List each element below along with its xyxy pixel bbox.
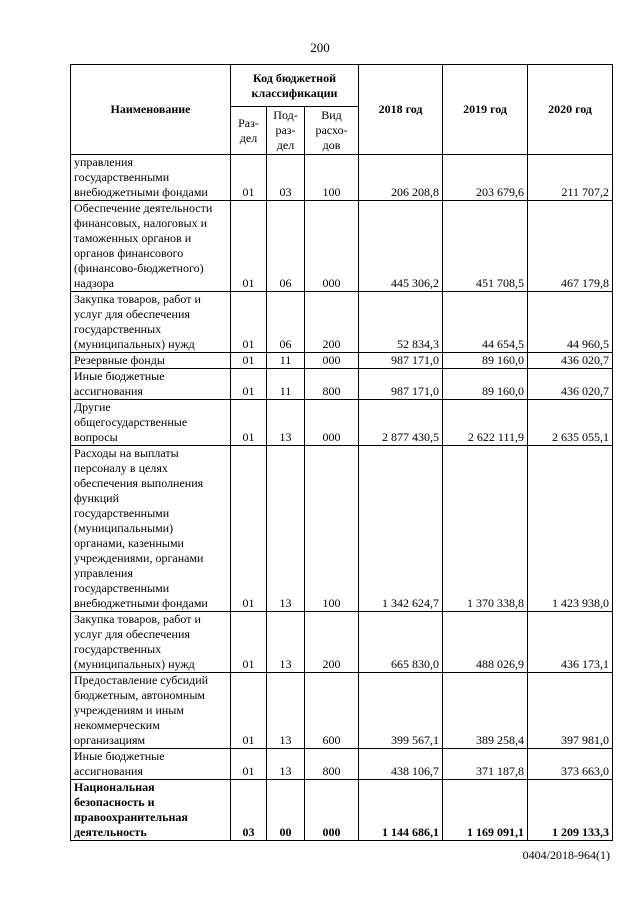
row-razdel: 03 bbox=[231, 780, 267, 841]
row-podrazdel: 06 bbox=[267, 201, 305, 292]
row-podrazdel: 13 bbox=[267, 446, 305, 612]
page-number: 200 bbox=[310, 40, 330, 55]
row-razdel: 01 bbox=[231, 155, 267, 201]
row-name: Другие общегосударственные вопросы bbox=[71, 400, 231, 446]
row-vid: 100 bbox=[305, 155, 359, 201]
row-2019: 2 622 111,9 bbox=[443, 400, 528, 446]
row-2018: 399 567,1 bbox=[359, 673, 443, 749]
row-2018: 438 106,7 bbox=[359, 749, 443, 780]
row-2019: 89 160,0 bbox=[443, 369, 528, 400]
row-2020: 1 209 133,3 bbox=[528, 780, 613, 841]
row-2018: 52 834,3 bbox=[359, 292, 443, 353]
row-podrazdel: 06 bbox=[267, 292, 305, 353]
row-razdel: 01 bbox=[231, 353, 267, 369]
row-vid: 800 bbox=[305, 749, 359, 780]
header-razdel: Раз- дел bbox=[231, 107, 267, 155]
row-vid: 200 bbox=[305, 292, 359, 353]
row-podrazdel: 13 bbox=[267, 749, 305, 780]
table-row bbox=[71, 400, 613, 446]
row-2019: 371 187,8 bbox=[443, 749, 528, 780]
table-row bbox=[71, 353, 613, 369]
row-vid: 000 bbox=[305, 780, 359, 841]
table-row bbox=[71, 673, 613, 749]
row-2020: 467 179,8 bbox=[528, 201, 613, 292]
header-vid: Вид расхо- дов bbox=[305, 107, 359, 155]
row-2020: 2 635 055,1 bbox=[528, 400, 613, 446]
table-row bbox=[71, 612, 613, 673]
table-row bbox=[71, 155, 613, 201]
row-2019: 389 258,4 bbox=[443, 673, 528, 749]
row-vid: 000 bbox=[305, 400, 359, 446]
row-vid: 800 bbox=[305, 369, 359, 400]
row-podrazdel: 03 bbox=[267, 155, 305, 201]
row-razdel: 01 bbox=[231, 749, 267, 780]
row-2019: 488 026,9 bbox=[443, 612, 528, 673]
table-row bbox=[71, 780, 613, 841]
row-2020: 436 020,7 bbox=[528, 353, 613, 369]
row-name: Иные бюджетные ассигнования bbox=[71, 749, 231, 780]
row-2019: 89 160,0 bbox=[443, 353, 528, 369]
row-razdel: 01 bbox=[231, 369, 267, 400]
row-razdel: 01 bbox=[231, 292, 267, 353]
row-razdel: 01 bbox=[231, 612, 267, 673]
row-2018: 987 171,0 bbox=[359, 369, 443, 400]
row-2019: 1 370 338,8 bbox=[443, 446, 528, 612]
row-2020: 373 663,0 bbox=[528, 749, 613, 780]
row-2018: 1 144 686,1 bbox=[359, 780, 443, 841]
row-name: Расходы на выплаты персоналу в целях обеспечения выполнения функций государственными (муниципальными) органами, казенными учреждениями, органами управления государственными внебюджетными фондами bbox=[71, 446, 231, 612]
row-2020: 44 960,5 bbox=[528, 292, 613, 353]
row-2020: 1 423 938,0 bbox=[528, 446, 613, 612]
row-vid: 600 bbox=[305, 673, 359, 749]
row-razdel: 01 bbox=[231, 673, 267, 749]
row-2018: 665 830,0 bbox=[359, 612, 443, 673]
header-podrazdel: Под- раз- дел bbox=[267, 107, 305, 155]
header-name: Наименование bbox=[71, 65, 231, 155]
row-2019: 44 654,5 bbox=[443, 292, 528, 353]
header-code-group: Код бюджетной классификации bbox=[231, 65, 359, 107]
row-2018: 1 342 624,7 bbox=[359, 446, 443, 612]
row-name: Закупка товаров, работ и услуг для обеспечения государственных (муниципальных) нужд bbox=[71, 292, 231, 353]
table-row bbox=[71, 749, 613, 780]
row-2020: 397 981,0 bbox=[528, 673, 613, 749]
row-podrazdel: 11 bbox=[267, 353, 305, 369]
table-row bbox=[71, 292, 613, 353]
row-podrazdel: 13 bbox=[267, 673, 305, 749]
row-vid: 200 bbox=[305, 612, 359, 673]
table-body bbox=[71, 155, 613, 841]
row-2019: 451 708,5 bbox=[443, 201, 528, 292]
row-name: Иные бюджетные ассигнования bbox=[71, 369, 231, 400]
row-2020: 436 173,1 bbox=[528, 612, 613, 673]
row-razdel: 01 bbox=[231, 446, 267, 612]
row-name: Предоставление субсидий бюджетным, автономным учреждениям и иным некоммерческим организациям bbox=[71, 673, 231, 749]
row-2019: 203 679,6 bbox=[443, 155, 528, 201]
header-2020: 2020 год bbox=[528, 65, 613, 155]
row-2018: 2 877 430,5 bbox=[359, 400, 443, 446]
table-row bbox=[71, 369, 613, 400]
row-podrazdel: 13 bbox=[267, 400, 305, 446]
row-razdel: 01 bbox=[231, 400, 267, 446]
row-name: Закупка товаров, работ и услуг для обеспечения государственных (муниципальных) нужд bbox=[71, 612, 231, 673]
row-2018: 206 208,8 bbox=[359, 155, 443, 201]
header-2019: 2019 год bbox=[443, 65, 528, 155]
row-podrazdel: 00 bbox=[267, 780, 305, 841]
row-podrazdel: 13 bbox=[267, 612, 305, 673]
row-2020: 211 707,2 bbox=[528, 155, 613, 201]
row-razdel: 01 bbox=[231, 201, 267, 292]
row-name: Резервные фонды bbox=[71, 353, 231, 369]
row-name: управления государственными внебюджетными фондами bbox=[71, 155, 231, 201]
header-2018: 2018 год bbox=[359, 65, 443, 155]
row-2018: 987 171,0 bbox=[359, 353, 443, 369]
table-row bbox=[71, 446, 613, 612]
row-podrazdel: 11 bbox=[267, 369, 305, 400]
document-code: 0404/2018-964(1) bbox=[522, 848, 610, 862]
row-vid: 100 bbox=[305, 446, 359, 612]
table-row bbox=[71, 201, 613, 292]
row-2019: 1 169 091,1 bbox=[443, 780, 528, 841]
row-2020: 436 020,7 bbox=[528, 369, 613, 400]
row-name: Обеспечение деятельности финансовых, налоговых и таможенных органов и органов финансового (финансово-бюджетного) надзора bbox=[71, 201, 231, 292]
row-name: Национальная безопасность и правоохранительная деятельность bbox=[71, 780, 231, 841]
budget-table bbox=[70, 64, 613, 841]
row-vid: 000 bbox=[305, 201, 359, 292]
row-vid: 000 bbox=[305, 353, 359, 369]
row-2018: 445 306,2 bbox=[359, 201, 443, 292]
